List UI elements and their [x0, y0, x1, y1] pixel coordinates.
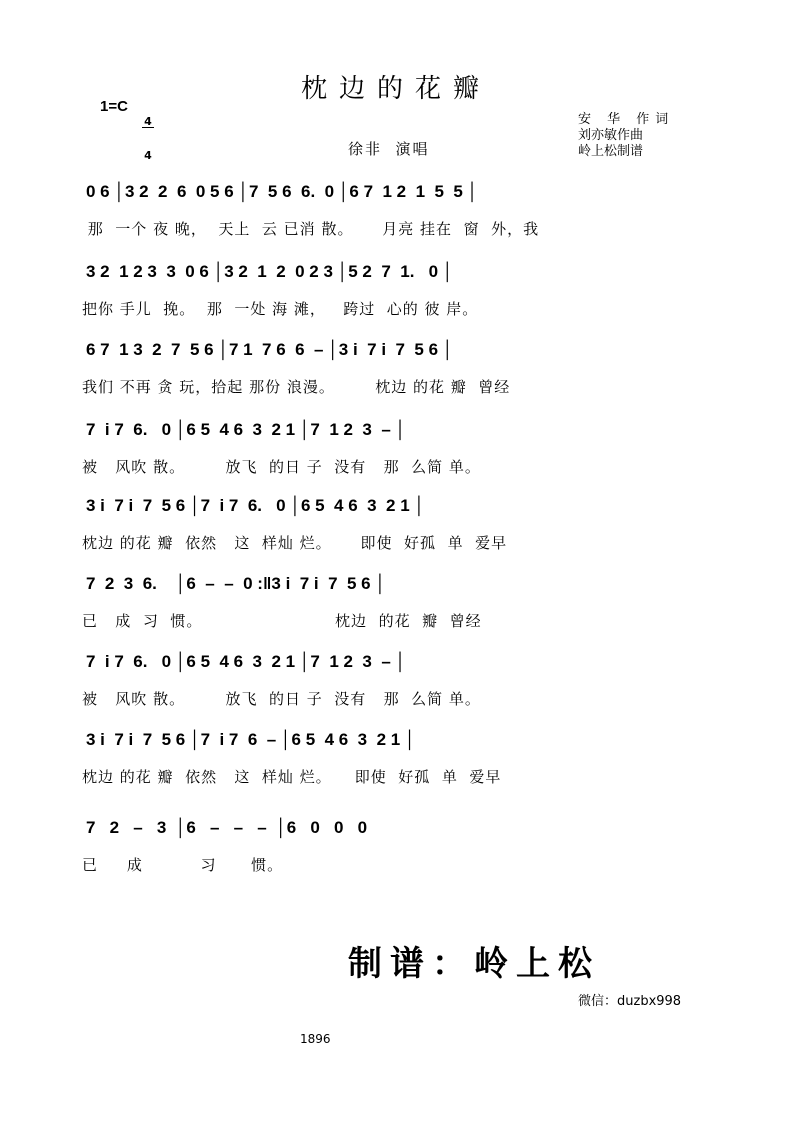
- wechat-id: 微信：duzbx998: [578, 994, 682, 1009]
- notes-line: [82, 258, 716, 292]
- beam-lines: [82, 814, 716, 848]
- notes-line: [82, 178, 716, 212]
- lyrics-line: 那 一个 夜 晚， 天上 云 已消 散。 月亮 挂在 窗 外，我: [82, 220, 540, 238]
- notes-text: 3 2 1 2 3 3 0 6 │3 2 1 2 0 2 3 │5 2 7 1. 0 │: [86, 262, 454, 281]
- notes-text: 7 i 7 6. 0 │6 5 4 6 3 2 1 │7 1 2 3 – │: [86, 652, 407, 671]
- notes-text: 7 2 3 6. │6 – – 0 :‖3 i 7 i 7 5 6 │: [86, 574, 386, 593]
- lyrics-line: 我们 不再 贪 玩，拾起 那份 浪漫。 枕边 的花 瓣 曾经: [82, 378, 511, 396]
- lyricist-credit: 安 华 作词: [578, 112, 675, 127]
- notes-text: 7 i 7 6. 0 │6 5 4 6 3 2 1 │7 1 2 3 – │: [86, 420, 407, 439]
- beam-lines: [82, 492, 716, 526]
- beam-lines: [82, 726, 716, 760]
- singer-credit: 徐非 演唱: [348, 140, 430, 158]
- lyrics-line: 枕边 的花 瓣 依然 这 样灿 烂。 即使 好孤 单 爱早: [82, 768, 502, 786]
- time-signature-top: 4: [142, 116, 154, 128]
- notes-text: 0 6 │3 2 2 6 0 5 6 │7 5 6 6. 0 │6 7 1 2 1 5 5 │: [86, 182, 479, 201]
- lyrics-line: 枕边 的花 瓣 依然 这 样灿 烂。 即使 好孤 单 爱早: [82, 534, 508, 552]
- signature: 制谱：岭上松: [348, 944, 600, 984]
- notes-text: 7 2 – 3 │6 – – – │6 0 0 0: [86, 818, 368, 837]
- notes-text: 3 i 7 i 7 5 6 │7 i 7 6. 0 │6 5 4 6 3 2 1 │: [86, 496, 426, 515]
- lyrics-line: 被 风吹 散。 放飞 的日 子 没有 那 么简 单。: [82, 690, 481, 708]
- beam-lines: [82, 178, 716, 212]
- notes-line: [82, 726, 716, 760]
- lyrics-line: 已 成 习 惯。 枕边 的花 瓣 曾经: [82, 612, 482, 630]
- notes-line: [82, 570, 716, 604]
- notes-line: [82, 814, 716, 848]
- key-signature: 1=C: [100, 98, 128, 115]
- time-signature: [142, 94, 154, 172]
- page-number: 1896: [300, 1032, 331, 1046]
- notes-line: [82, 416, 716, 450]
- lyrics-line: 被 风吹 散。 放飞 的日 子 没有 那 么简 单。: [82, 458, 481, 476]
- notes-line: [82, 648, 716, 682]
- song-title: 枕边的花瓣: [300, 74, 491, 104]
- notes-text: 6 7 1 3 2 7 5 6 │7 1 7 6 6 – │3 i 7 i 7 5 6 │: [86, 340, 454, 359]
- beam-lines: [82, 258, 716, 292]
- composer-credit: 刘亦敏作曲: [578, 128, 644, 143]
- beam-lines: [82, 416, 716, 450]
- beam-lines: [82, 648, 716, 682]
- lyrics-line: 已 成 习 惯。: [82, 856, 284, 874]
- notes-line: [82, 492, 716, 526]
- time-signature-bottom: 4: [144, 149, 152, 162]
- arranger-credit: 岭上松制谱: [578, 144, 644, 159]
- notes-text: 3 i 7 i 7 5 6 │7 i 7 6 – │6 5 4 6 3 2 1 │: [86, 730, 416, 749]
- beam-lines: [82, 570, 716, 604]
- beam-lines: [82, 336, 716, 370]
- lyrics-line: 把你 手儿 挽。 那 一处 海 滩， 跨过 心的 彼 岸。: [82, 300, 479, 318]
- notes-line: [82, 336, 716, 370]
